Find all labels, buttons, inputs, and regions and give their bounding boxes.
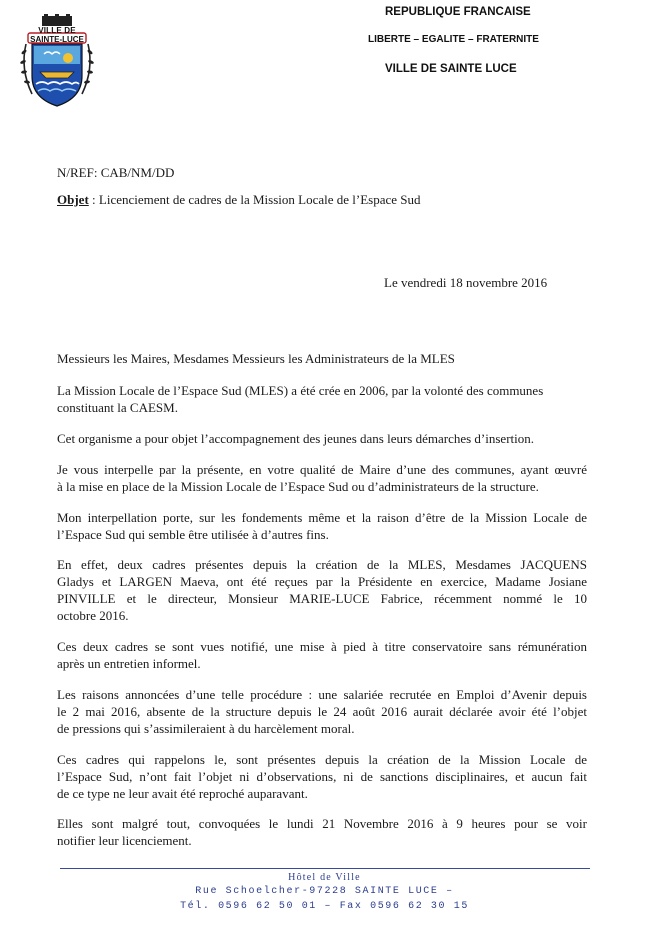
city-crest-logo [18, 14, 96, 110]
footer-building: Hôtel de Ville [288, 872, 361, 883]
body-line: de pressions qui s’assimileraient à du harcèlement moral. [57, 721, 355, 736]
footer-divider [60, 868, 590, 869]
header-republic: REPUBLIQUE FRANCAISE [385, 6, 531, 18]
body-line: Ces cadres qui rappelons le, sont présentes depuis la création de la Mission Locale de [57, 752, 587, 767]
body-line: octobre 2016. [57, 608, 129, 623]
body-line: constituant la CAESM. [57, 400, 178, 415]
reference-line: N/REF: CAB/NM/DD [57, 165, 175, 180]
subject-label: Objet [57, 192, 89, 207]
body-line: de ce type ne leur avait été reproché auparavant. [57, 786, 308, 801]
body-line: après un entretien informel. [57, 656, 201, 671]
body-line: à la mise en place de la Mission Locale de l’Espace Sud ou d’administrateurs de la structure. [57, 479, 539, 494]
body-line: Gladys et LARGEN Maeva, ont été reçues par la Présidente en exercice, Madame Josiane [57, 574, 587, 589]
body-line: l’Espace Sud qui semble être utilisée à d’autres fins. [57, 527, 329, 542]
body-line: Cet organisme a pour objet l’accompagnement des jeunes dans leurs démarches d’insertion. [57, 431, 535, 446]
footer-address: Rue Schoelcher-97228 SAINTE LUCE – [195, 886, 454, 897]
body-line: Mon interpellation porte, sur les fondements même et la raison d’être de la Mission Locale de [57, 510, 587, 525]
salutation-line: Messieurs les Maires, Mesdames Messieurs les Administrateurs de la MLES [57, 351, 455, 366]
footer-phone-fax: Tél. 0596 62 50 01 – Fax 0596 62 30 15 [180, 901, 469, 912]
subject-line [57, 192, 587, 208]
letter-date: Le vendredi 18 novembre 2016 [384, 275, 548, 290]
body-line: La Mission Locale de l’Espace Sud (MLES) a été crée en 2006, par la volonté des communes [57, 383, 544, 398]
header-motto: LIBERTE – EGALITE – FRATERNITE [368, 34, 539, 45]
subject-text: : Licenciement de cadres de la Mission Locale de l’Espace Sud [88, 192, 421, 207]
body-line: PINVILLE et le directeur, Monsieur MARIE-LUCE Fabrice, récemment nommé le 10 [57, 591, 587, 606]
body-line: Elles sont malgré tout, convoquées le lundi 21 Novembre 2016 à 9 heures pour se voir [57, 816, 587, 831]
header-city: VILLE DE SAINTE LUCE [385, 63, 517, 75]
crest-caption-line2: SAINTE-LUCE [30, 35, 84, 44]
body-line: l’Espace Sud, n’ont fait l’objet ni d’observations, ni de sanctions disciplinaires, et aucun fait [57, 769, 587, 784]
body-line: En effet, deux cadres présentes depuis la création de la MLES, Mesdames JACQUENS [57, 557, 587, 572]
body-line: Les raisons annoncées d’une telle procédure : une salariée recrutée en Emploi d’Avenir depuis [57, 687, 587, 702]
crest-caption-line1: VILLE DE [38, 26, 76, 35]
body-line: Ces deux cadres se sont vues notifié, une mise à pied à titre conservatoire sans rémunération [57, 639, 587, 654]
body-line: notifier leur licenciement. [57, 833, 192, 848]
body-line: le 2 mai 2016, absente de la structure depuis le 24 août 2016 aurait déclarée avoir été l’objet [57, 704, 587, 719]
body-line: Je vous interpelle par la présente, en votre qualité de Maire d’une des communes, ayant œuvré [57, 462, 587, 477]
